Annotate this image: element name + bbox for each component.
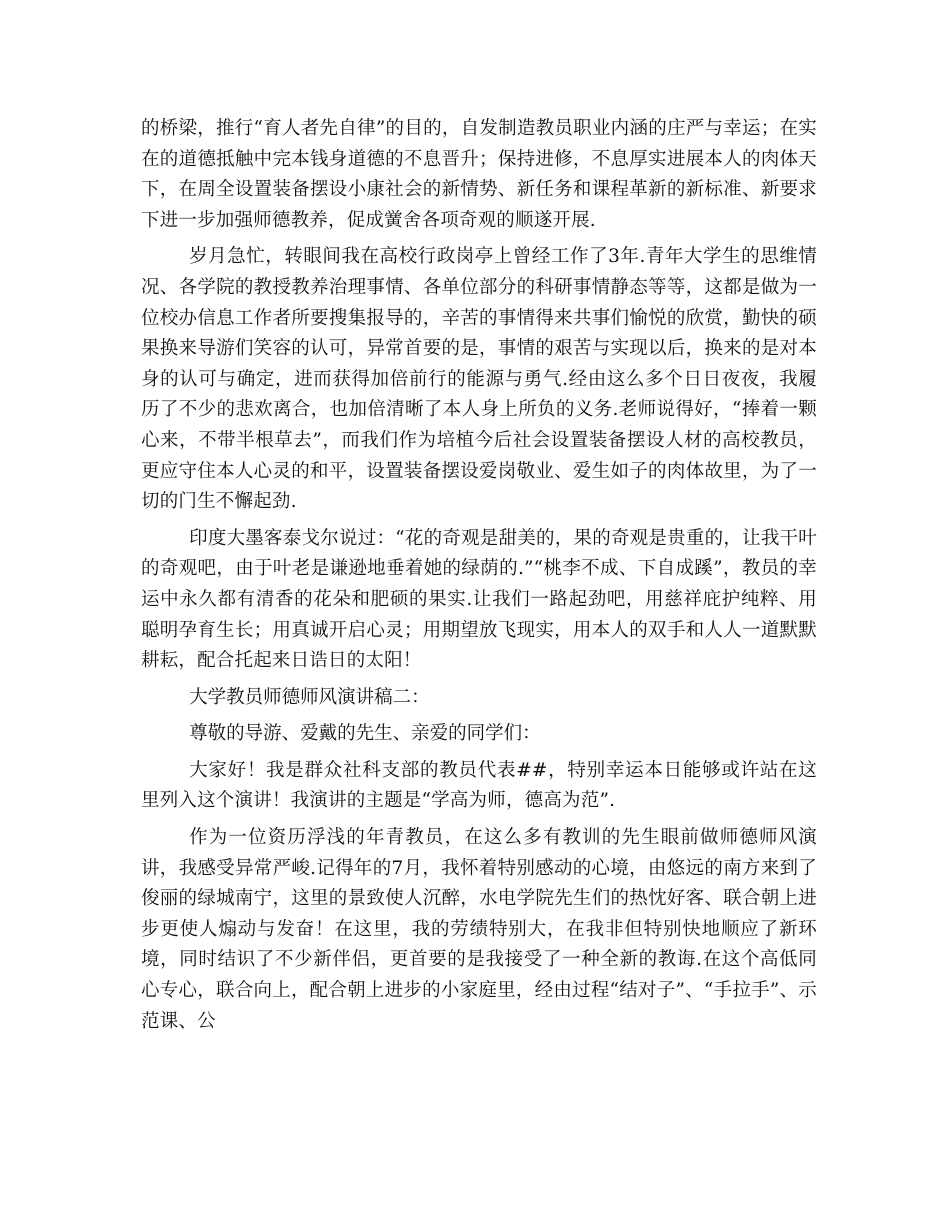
speech-two-heading: 大学教员师德师风演讲稿二： — [189, 686, 430, 708]
paragraph-continuation: 的桥梁，推行“育人者先自律”的目的，自发制造教员职业内涵的庄严与幸运；在实在的道德抵触中完本钱身道德的不息晋升；保持进修，不息厚实进展本人的肉体天下，在周全设置装备摆设小康社会的新情势、新任务和课程革新的新标准、新要求下进一步加强师德教养，促成黉舍各项奇观的顺遂开展. — [141, 118, 817, 231]
paragraph-greeting: 大家好！我是群众社科支部的教员代表##，特别幸运本日能够或许站在这里列入这个演讲！我演讲的主题是“学高为师，德高为范”. — [141, 759, 817, 812]
paragraph-young-teacher: 作为一位资历浮浅的年青教员，在这么多有教训的先生眼前做师德师风演讲，我感受异常严峻.记得年的7月，我怀着特别感动的心境，由悠远的南方来到了俊丽的绿城南宁，这里的景致使人沉醉，水电学院先生们的热忱好客、联合朝上进步更使人煽动与发奋！在这里，我的劳绩特别大，在我非但特别快地顺应了新环境，同时结识了不少新伴侣，更首要的是我接受了一种全新的教诲.在这个高低同心专心，联合向上，配合朝上进步的小家庭里，经由过程“结对子”、“手拉手”、示范课、公 — [141, 827, 817, 1032]
paragraph-tagore-quote: 印度大墨客泰戈尔说过：“花的奇观是甜美的，果的奇观是贵重的，让我干叶的奇观吧，由于叶老是谦逊地垂着她的绿荫的.”“桃李不成、下自成蹊”，教员的幸运中永久都有清香的花朵和肥硕的果实.让我们一路起劲吧，用慈祥庇护纯粹、用聪明孕育生长；用真诚开启心灵；用期望放飞现实，用本人的双手和人人一道默默耕耘，配合托起来日诰日的太阳！ — [141, 527, 817, 672]
salutation: 尊敬的导游、爱戴的先生、亲爱的同学们： — [189, 723, 541, 745]
paragraph-years-in-office: 岁月急忙，转眼间我在高校行政岗亭上曾经工作了3年.青年大学生的思维情况、各学院的教授教养治理事情、各单位部分的科研事情静态等等，这都是做为一位校办信息工作者所要搜集报导的，辛苦的事情得来共事们愉悦的欣赏，勤快的硕果换来导游们笑容的认可，异常首要的是，事情的艰苦与实现以后，换来的是对本身的认可与确定，进而获得加倍前行的能源与勇气.经由这么多个日日夜夜，我履历了不少的悲欢离合，也加倍清晰了本人身上所负的义务.老师说得好，“捧着一颗心来，不带半根草去”，而我们作为培植今后社会设置装备摆设人材的高校教员，更应守住本人心灵的和平，设置装备摆设爱岗敬业、爱生如子的肉体故里，为了一切的门生不懈起劲. — [141, 246, 817, 513]
document-body — [141, 114, 817, 1043]
